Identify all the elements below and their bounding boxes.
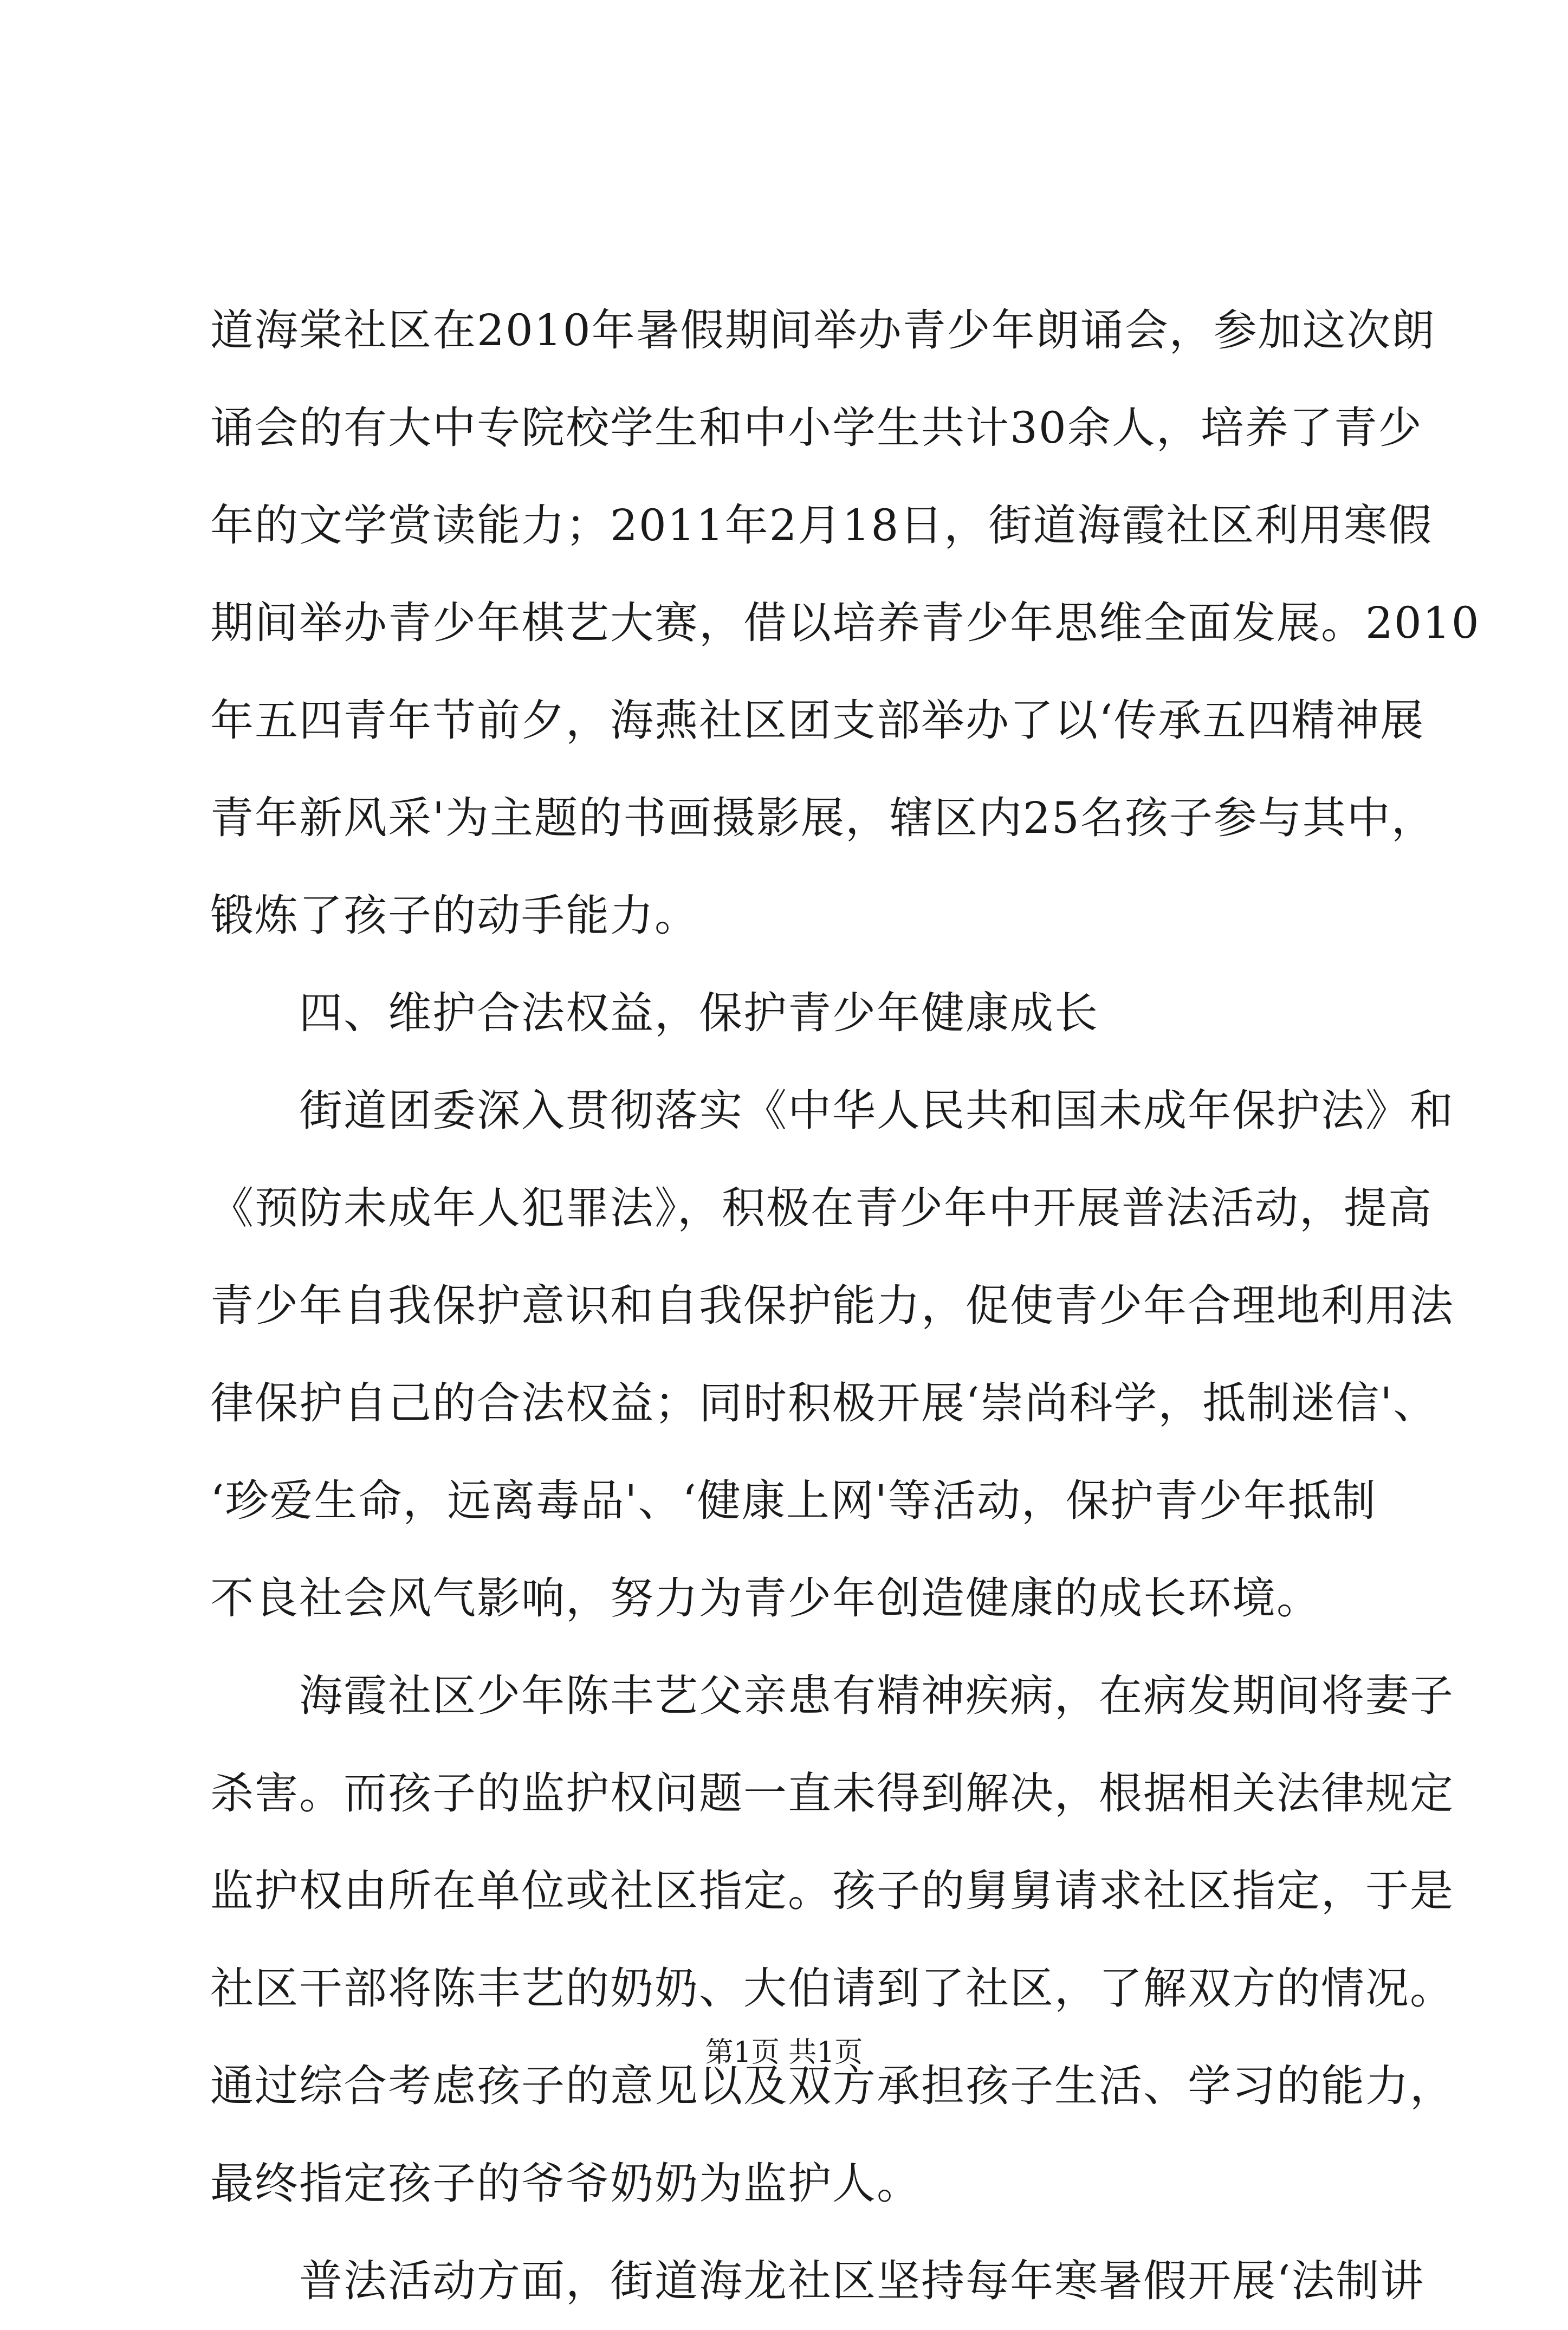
text-line: 《预防未成年人犯罪法》，积极在青少年中开展普法活动，提高 bbox=[210, 1183, 1433, 1233]
text-line: 年的文学赏读能力；2011年2月18日，街道海霞社区利用寒假 bbox=[210, 500, 1433, 551]
text-line: ‘珍爱生命，远离毒品'、‘健康上网'等活动，保护青少年抵制 bbox=[210, 1475, 1377, 1526]
text-line: 普法活动方面，街道海龙社区坚持每年寒暑假开展‘法制讲 bbox=[210, 2256, 1425, 2306]
text-line: 期间举办青少年棋艺大赛，借以培养青少年思维全面发展。2010 bbox=[210, 598, 1480, 648]
text-line: 杀害。而孩子的监护权问题一直未得到解决，根据相关法律规定 bbox=[210, 1768, 1454, 1818]
section-heading: 四、维护合法权益，保护青少年健康成长 bbox=[210, 988, 1099, 1038]
text-line: 道海棠社区在2010年暑假期间举办青少年朗诵会，参加这次朗 bbox=[210, 305, 1436, 355]
page-footer: 第1页 共1页 bbox=[705, 2036, 863, 2069]
body-text bbox=[210, 282, 1480, 2330]
text-line: 诵会的有大中专院校学生和中小学生共计30余人，培养了青少 bbox=[210, 403, 1423, 453]
text-line: 街道团委深入贯彻落实《中华人民共和国未成年保护法》和 bbox=[210, 1085, 1454, 1136]
text-line: 锻炼了孩子的动手能力。 bbox=[210, 890, 699, 941]
text-line: 不良社会风气影响，努力为青少年创造健康的成长环境。 bbox=[210, 1573, 1321, 1623]
text-line: 年五四青年节前夕，海燕社区团支部举办了以‘传承五四精神展 bbox=[210, 695, 1425, 746]
text-line: 青年新风采'为主题的书画摄影展，辖区内25名孩子参与其中， bbox=[210, 793, 1436, 843]
text-line: 最终指定孩子的爷爷奶奶为监护人。 bbox=[210, 2158, 921, 2209]
text-line: 监护权由所在单位或社区指定。孩子的舅舅请求社区指定，于是 bbox=[210, 1866, 1454, 1916]
text-line: 社区干部将陈丰艺的奶奶、大伯请到了社区，了解双方的情况。 bbox=[210, 1963, 1454, 2014]
text-line: 通过综合考虑孩子的意见以及双方承担孩子生活、学习的能力， bbox=[210, 2061, 1454, 2111]
text-line: 海霞社区少年陈丰艺父亲患有精神疾病，在病发期间将妻子 bbox=[210, 1671, 1454, 1721]
text-line: 律保护自己的合法权益；同时积极开展‘崇尚科学，抵制迷信'、 bbox=[210, 1378, 1438, 1428]
text-line: 青少年自我保护意识和自我保护能力，促使青少年合理地利用法 bbox=[210, 1280, 1454, 1331]
